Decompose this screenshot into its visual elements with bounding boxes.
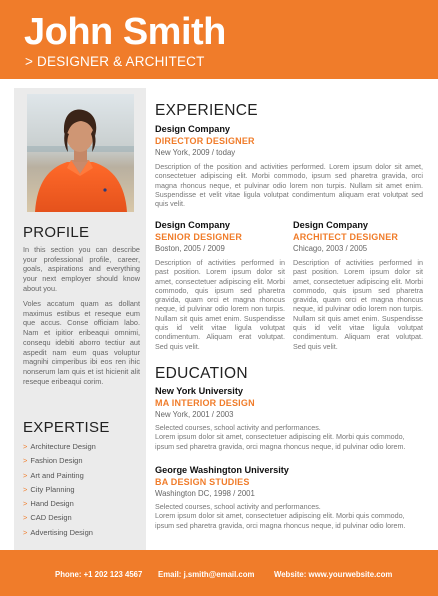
school-meta: Washington DC, 1998 / 2001 (155, 489, 255, 498)
company-name: Design Company (293, 220, 369, 230)
job-meta: New York, 2009 / today (155, 148, 236, 157)
chevron-right-icon: > (23, 527, 28, 537)
job-description: Description of activities performed in past position. Lorem ipsum dolor sit amet, consectetuer adipiscing elit. Morbi commodo, quis ipsum sed pharetra gravida, quam orci et magna rhoncus neque, id pulvinar odio lorem non turpis. Nullam sit quis amet enim. Suspendisse quis id velit vitae ligula volutpat condimentum. Aliquam erat volutpat. Sed quis velit. (293, 258, 423, 351)
experience-entry (155, 219, 285, 351)
degree: BA DESIGN STUDIES (155, 477, 250, 487)
degree: MA INTERIOR DESIGN (155, 398, 255, 408)
profile-text: Voles accatum quam as dollant maximus estibus et reseque eum que accus. Conse officiam labo. Nam et ipitior eribeaqui omnimi, consequ idebiti aborro tectiur aut aspedit nam eum quas voluptur magnihi cimperibus ibi eos ren ihic nonserum lam quis et ist hicienit alit reseque eribeaqui corim. (23, 299, 140, 386)
job-description: Description of activities performed in past position. Lorem ipsum dolor sit amet, consectetuer adipiscing elit. Morbi commodo, quis ipsum sed pharetra gravida, quam orci et magna rhoncus neque, id pulvinar odio lorem non turpis. Nullam sit quis amet enim. Suspendisse quis id velit vitae ligula volutpat condimentum. Aliquam erat volutpat. Sed quis velit. (155, 258, 285, 351)
header-bar (0, 0, 438, 79)
school-name: George Washington University (155, 465, 289, 475)
expertise-item: > Architecture Design (23, 442, 96, 451)
footer-bar (0, 550, 438, 596)
school-description: Selected courses, school activity and performances. Lorem ipsum dolor sit amet, consectetuer adipiscing elit. Morbi quis commodo, ipsum sed pharetra gravida, orci magna rhoncus neque, id pulvinar odio lorem. (155, 502, 406, 530)
expertise-heading: EXPERTISE (23, 419, 110, 436)
chevron-right-icon: > (23, 513, 28, 523)
education-heading: EDUCATION (155, 365, 248, 382)
expertise-item: > Advertising Design (23, 527, 93, 537)
expertise-item: > Fashion Design (23, 456, 83, 466)
footer-website[interactable]: Website: www.yourwebsite.com (274, 570, 393, 579)
chevron-right-icon: > (23, 470, 28, 480)
footer-phone: Phone: +1 202 123 4567 (55, 570, 143, 579)
job-position: SENIOR DESIGNER (155, 232, 243, 242)
profile-heading: PROFILE (23, 224, 90, 241)
person-name: John Smith (24, 11, 226, 53)
chevron-right-icon: > (23, 442, 28, 451)
experience-heading: EXPERIENCE (155, 102, 258, 119)
profile-photo (27, 94, 134, 212)
expertise-item: > Art and Painting (23, 470, 84, 480)
school-meta: New York, 2001 / 2003 (155, 410, 234, 419)
chevron-right-icon: > (23, 484, 28, 494)
chevron-right-icon: > (23, 456, 28, 466)
job-description: Description of the position and activities performed. Lorem ipsum dolor sit amet, consectetuer adipiscing elit. Morbi commodo, ipsum sed pharetra gravida, orci magna rhoncus neque, et pulvinar odio lorem non turpis. Nullam sit amet enim. Suspendisse et velit vitae ligula volutpat condimentum aliquam erat volutpat sed quis velit. (155, 162, 423, 209)
expertise-item: > CAD Design (23, 513, 72, 523)
school-name: New York University (155, 386, 243, 396)
expertise-item: > City Planning (23, 484, 75, 494)
job-meta: Boston, 2005 / 2009 (155, 244, 225, 253)
footer-email[interactable]: Email: j.smith@email.com (158, 570, 255, 579)
education-entry (155, 464, 425, 530)
company-name: Design Company (155, 124, 231, 134)
profile-text: In this section you can describe your professional profile, career, goals, aspirations and everything your next employer should know about you. (23, 245, 140, 293)
expertise-list (23, 440, 96, 540)
job-position: ARCHITECT DESIGNER (293, 232, 399, 242)
chevron-right-icon: > (23, 499, 28, 509)
company-name: Design Company (155, 220, 231, 230)
experience-entry (293, 219, 423, 351)
education-entry (155, 385, 425, 451)
sidebar (14, 88, 146, 550)
job-position: DIRECTOR DESIGNER (155, 136, 255, 146)
job-meta: Chicago, 2003 / 2005 (293, 244, 368, 253)
expertise-item: > Hand Design (23, 499, 74, 509)
person-title: > DESIGNER & ARCHITECT (25, 54, 205, 69)
school-description: Selected courses, school activity and performances. Lorem ipsum dolor sit amet, consectetuer adipiscing elit. Morbi quis commodo, ipsum sed pharetra gravida, orci magna rhoncus neque, id pulvinar odio lorem. (155, 423, 406, 451)
experience-entry (155, 123, 423, 208)
